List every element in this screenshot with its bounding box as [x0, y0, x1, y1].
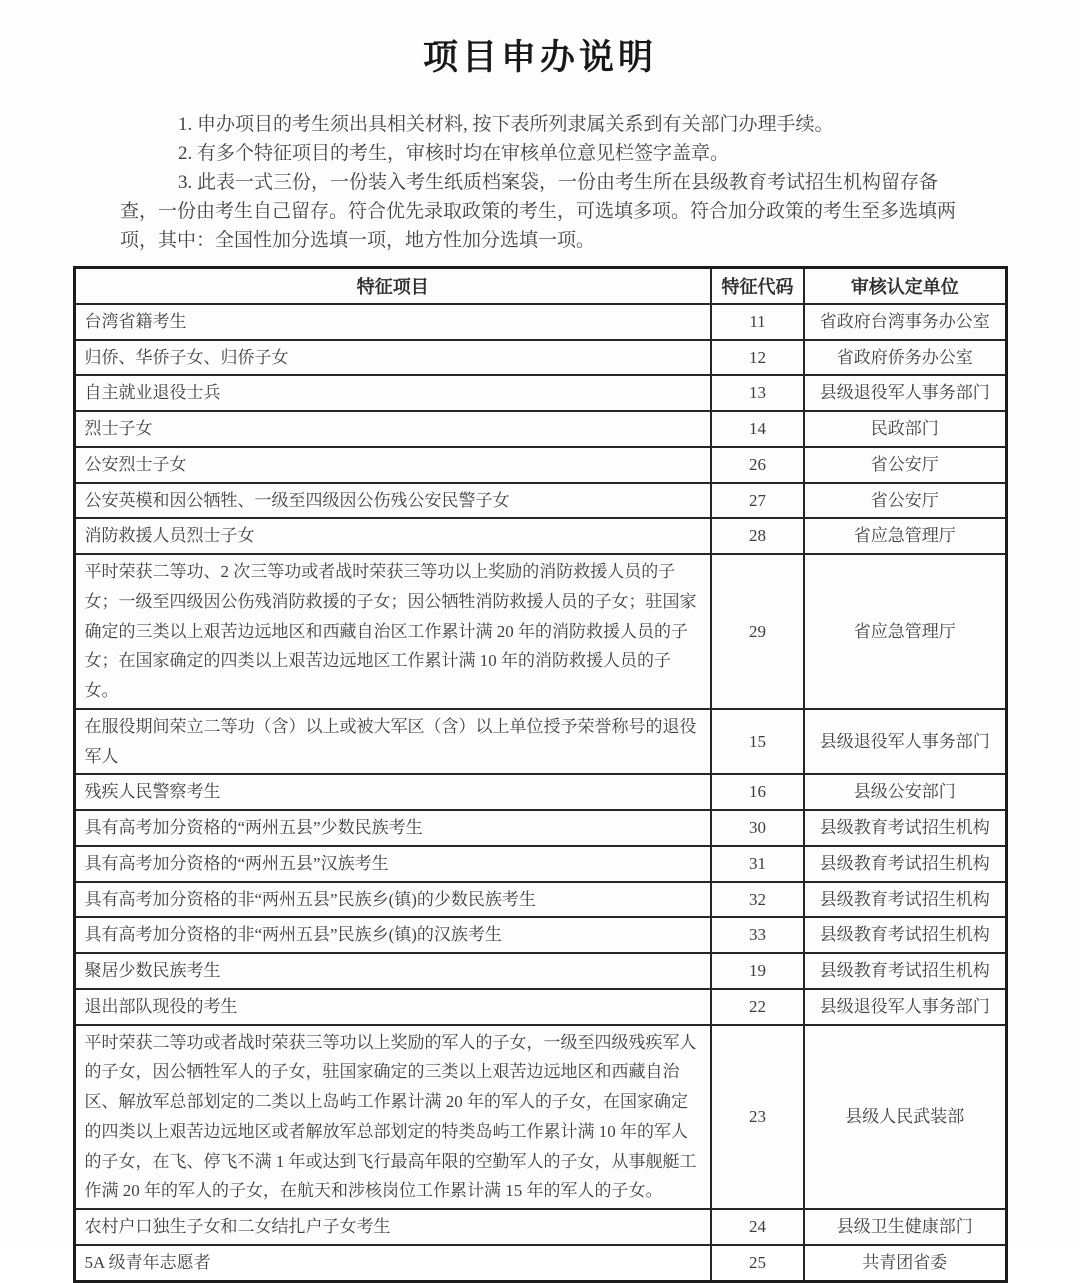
feature-code-cell: 22: [711, 989, 804, 1025]
table-row: [74, 989, 1006, 1025]
feature-item-cell: 公安英模和因公牺牲、一级至四级因公伤残公安民警子女: [74, 483, 711, 519]
review-unit-cell: 省政府台湾事务办公室: [804, 304, 1006, 340]
review-unit-cell: 县级教育考试招生机构: [804, 810, 1006, 846]
review-unit-cell: 县级退役军人事务部门: [804, 709, 1006, 775]
feature-code-cell: 16: [711, 774, 804, 810]
feature-item-cell: 具有高考加分资格的非“两州五县”民族乡(镇)的少数民族考生: [74, 882, 711, 918]
feature-code-cell: 12: [711, 340, 804, 376]
table-row: [74, 1245, 1006, 1281]
page-title: 项目申办说明: [422, 38, 657, 77]
table-row: [74, 953, 1006, 989]
feature-item-cell: 在服役期间荣立二等功（含）以上或被大军区（含）以上单位授予荣誉称号的退役军人: [74, 709, 711, 775]
feature-code-cell: 11: [711, 304, 804, 340]
review-unit-cell: 县级人民武装部: [804, 1025, 1006, 1210]
feature-item-cell: 退出部队现役的考生: [74, 989, 711, 1025]
feature-item-cell: 公安烈士子女: [74, 447, 711, 483]
table-header-row: [74, 268, 1006, 304]
feature-item-cell: 具有高考加分资格的“两州五县”汉族考生: [74, 846, 711, 882]
review-unit-cell: 共青团省委: [804, 1245, 1006, 1281]
review-unit-cell: 县级公安部门: [804, 774, 1006, 810]
feature-code-cell: 23: [711, 1025, 804, 1210]
feature-code-cell: 32: [711, 882, 804, 918]
review-unit-cell: 县级退役军人事务部门: [804, 375, 1006, 411]
feature-code-cell: 14: [711, 411, 804, 447]
header-feature-code: 特征代码: [711, 268, 804, 304]
feature-table: [73, 266, 1008, 1282]
review-unit-cell: 县级教育考试招生机构: [804, 953, 1006, 989]
table-row: [74, 1209, 1006, 1245]
feature-code-cell: 13: [711, 375, 804, 411]
table-row: [74, 917, 1006, 953]
table-row: [74, 1025, 1006, 1210]
instruction-notes: [120, 110, 968, 255]
review-unit-cell: 省公安厅: [804, 483, 1006, 519]
feature-code-cell: 25: [711, 1245, 804, 1281]
feature-item-cell: 农村户口独生子女和二女结扎户子女考生: [74, 1209, 711, 1245]
table-body: [74, 304, 1006, 1281]
feature-item-cell: 台湾省籍考生: [74, 304, 711, 340]
review-unit-cell: 省政府侨务办公室: [804, 340, 1006, 376]
review-unit-cell: 县级教育考试招生机构: [804, 882, 1006, 918]
table-row: [74, 375, 1006, 411]
table-row: [74, 882, 1006, 918]
note-line-3: 3. 此表一式三份，一份装入考生纸质档案袋，一份由考生所在县级教育考试招生机构留存备查，一份由考生自己留存。符合优先录取政策的考生，可选填多项。符合加分政策的考生至多选填两项，其中：全国性加分选填一项，地方性加分选填一项。: [120, 172, 957, 252]
feature-code-cell: 24: [711, 1209, 804, 1245]
feature-code-cell: 27: [711, 483, 804, 519]
review-unit-cell: 民政部门: [804, 411, 1006, 447]
feature-item-cell: 5A 级青年志愿者: [74, 1245, 711, 1281]
feature-item-cell: 平时荣获二等功、2 次三等功或者战时荣获三等功以上奖励的消防救援人员的子女；一级至四级因公伤残消防救援的子女；因公牺牲消防救援人员的子女；驻国家确定的三类以上艰苦边远地区和西藏自治区工作累计满 20 年的消防救援人员的子女；在国家确定的四类以上艰苦边远地区工作累计满 10 年的消防救援人员的子女。: [74, 554, 711, 709]
feature-item-cell: 烈士子女: [74, 411, 711, 447]
review-unit-cell: 县级退役军人事务部门: [804, 989, 1006, 1025]
table-row: [74, 554, 1006, 709]
table-row: [74, 340, 1006, 376]
table-row: [74, 411, 1006, 447]
table-row: [74, 709, 1006, 775]
feature-code-cell: 30: [711, 810, 804, 846]
table-row: [74, 774, 1006, 810]
feature-item-cell: 具有高考加分资格的非“两州五县”民族乡(镇)的汉族考生: [74, 917, 711, 953]
table-row: [74, 518, 1006, 554]
feature-code-cell: 19: [711, 953, 804, 989]
review-unit-cell: 县级教育考试招生机构: [804, 917, 1006, 953]
table-row: [74, 447, 1006, 483]
header-review-unit: 审核认定单位: [804, 268, 1006, 304]
note-line-2: 2. 有多个特征项目的考生，审核时均在审核单位意见栏签字盖章。: [178, 143, 730, 165]
feature-code-cell: 29: [711, 554, 804, 709]
review-unit-cell: 省应急管理厅: [804, 518, 1006, 554]
feature-item-cell: 聚居少数民族考生: [74, 953, 711, 989]
note-line-1: 1. 申办项目的考生须出具相关材料, 按下表所列隶属关系到有关部门办理手续。: [178, 114, 834, 135]
feature-code-cell: 15: [711, 709, 804, 775]
feature-item-cell: 归侨、华侨子女、归侨子女: [74, 340, 711, 376]
review-unit-cell: 县级教育考试招生机构: [804, 846, 1006, 882]
review-unit-cell: 县级卫生健康部门: [804, 1209, 1006, 1245]
review-unit-cell: 省应急管理厅: [804, 554, 1006, 709]
feature-code-cell: 28: [711, 518, 804, 554]
table-row: [74, 304, 1006, 340]
feature-code-cell: 33: [711, 917, 804, 953]
feature-item-cell: 残疾人民警察考生: [74, 774, 711, 810]
review-unit-cell: 省公安厅: [804, 447, 1006, 483]
table-row: [74, 483, 1006, 519]
feature-item-cell: 具有高考加分资格的“两州五县”少数民族考生: [74, 810, 711, 846]
feature-item-cell: 消防救援人员烈士子女: [74, 518, 711, 554]
feature-code-cell: 26: [711, 447, 804, 483]
table-row: [74, 846, 1006, 882]
table-row: [74, 810, 1006, 846]
header-feature-item: 特征项目: [74, 268, 711, 304]
feature-item-cell: 平时荣获二等功或者战时荣获三等功以上奖励的军人的子女，一级至四级残疾军人的子女，因公牺牲军人的子女，驻国家确定的三类以上艰苦边远地区和西藏自治区、解放军总部划定的二类以上岛屿工作累计满 20 年的军人的子女，在国家确定的四类以上艰苦边远地区或者解放军总部划定的特类岛屿工作累计满 10 年的军人的子女，在飞、停飞不满 1 年或达到飞行最高年限的空勤军人的子女，从事舰艇工作满 20 年的军人的子女，在航天和涉核岗位工作累计满 15 年的军人的子女。: [74, 1025, 711, 1210]
feature-code-cell: 31: [711, 846, 804, 882]
feature-item-cell: 自主就业退役士兵: [74, 375, 711, 411]
